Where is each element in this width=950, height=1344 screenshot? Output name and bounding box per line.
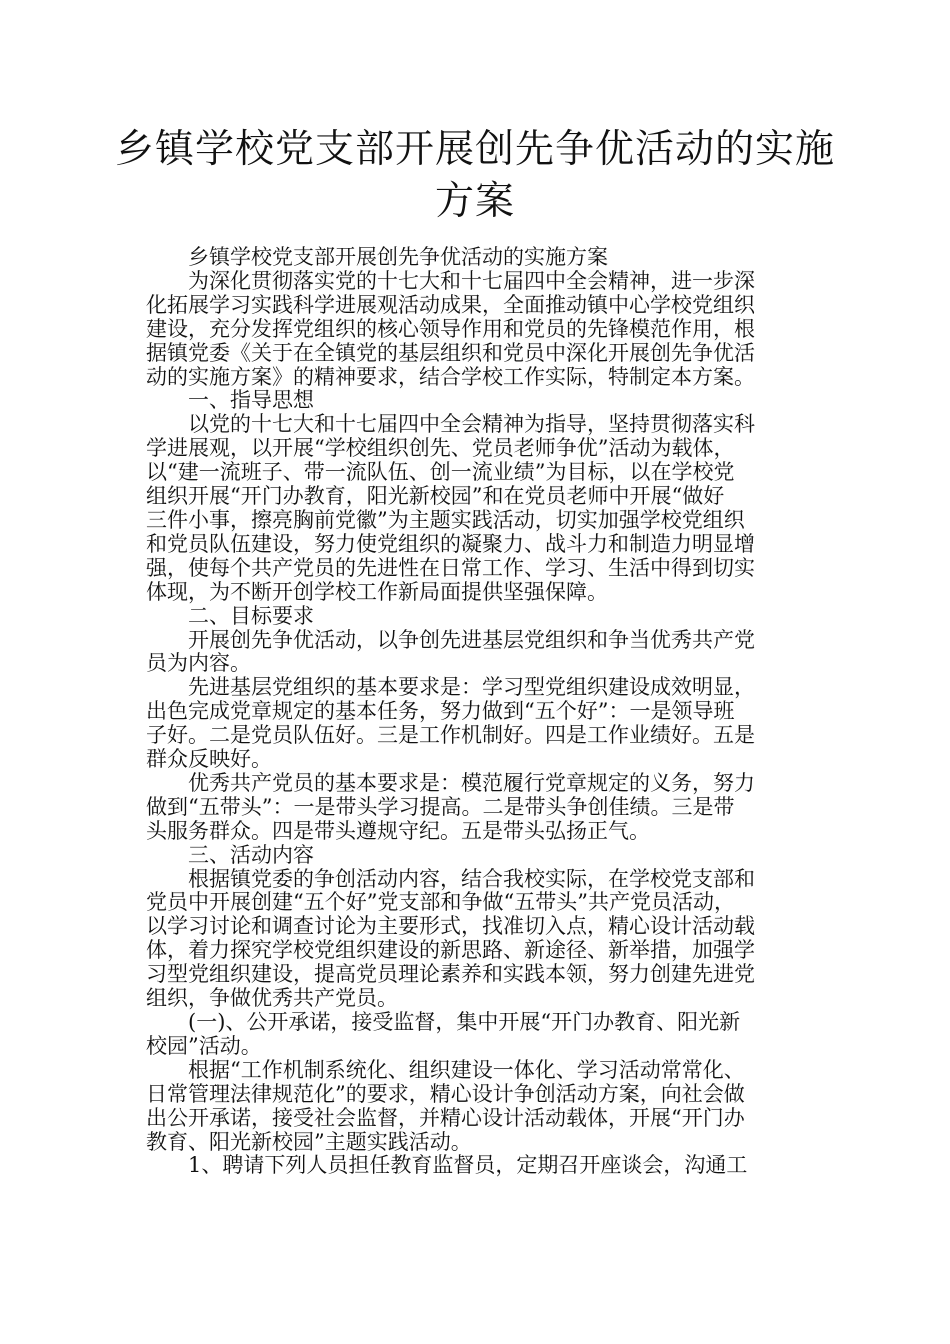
text-line: 习型党组织建设，提高党员理论素养和实践本领，努力创建先进党 <box>146 962 755 987</box>
text-line: 建设，充分发挥党组织的核心领导作用和党员的先锋模范作用，根 <box>146 316 755 341</box>
paragraph <box>146 389 816 413</box>
text-line: (一)、公开承诺，接受监督，集中开展“开门办教育、阳光新 <box>146 1010 741 1034</box>
paragraph <box>146 270 816 390</box>
text-line: 体，着力探究学校党组织建设的新思路、新途径、新举措，加强学 <box>146 938 755 963</box>
text-line: 和党员队伍建设，努力使党组织的凝聚力、战斗力和制造力明显增 <box>146 531 755 556</box>
text-line: 根据“工作机制系统化、组织建设一体化、学习活动常常化、 <box>146 1057 745 1082</box>
paragraph <box>146 676 816 772</box>
paragraph <box>146 246 816 270</box>
text-line: 先进基层党组织的基本要求是：学习型党组织建设成效明显， <box>146 675 755 700</box>
text-line: 以党的十七大和十七届四中全会精神为指导，坚持贯彻落实科 <box>146 412 755 437</box>
text-line: 为深化贯彻落实党的十七大和十七届四中全会精神，进一步深 <box>146 268 755 293</box>
text-line: 出公开承诺，接受社会监督，并精心设计活动载体，开展“开门办 <box>146 1105 745 1130</box>
text-line: 党员中开展创建“五个好”党支部和争做“五带头”共产党员活动， <box>146 890 735 915</box>
text-line: 组织，争做优秀共产党员。 <box>146 986 398 1011</box>
text-line: 头服务群众。四是带头遵规守纪。五是带头弘扬正气。 <box>146 818 650 843</box>
text-line: 学进展观，以开展“学校组织创先、党员老师争优”活动为载体， <box>146 436 735 461</box>
text-line: 开展创先争优活动，以争创先进基层党组织和争当优秀共产党 <box>146 627 755 652</box>
text-line: 二、目标要求 <box>146 603 314 628</box>
text-line: 教育、阳光新校园”主题实践活动。 <box>146 1129 472 1154</box>
paragraph <box>146 844 816 868</box>
text-line: 动的实施方案》的精神要求，结合学校工作实际，特制定本方案。 <box>146 364 755 389</box>
paragraph <box>146 1059 816 1155</box>
text-line: 体现，为不断开创学校工作新局面提供坚强保障。 <box>146 579 608 604</box>
text-line: 化拓展学习实践科学进展观活动成果，全面推动镇中心学校党组织 <box>146 292 755 317</box>
text-line: 群众反映好。 <box>146 747 272 772</box>
paragraph <box>146 1154 816 1178</box>
text-line: 强，使每个共产党员的先进性在日常工作、学习、生活中得到切实 <box>146 555 755 580</box>
paragraph <box>146 605 816 629</box>
text-line: 校园”活动。 <box>146 1033 262 1058</box>
document-title <box>0 124 950 228</box>
paragraph <box>146 772 816 844</box>
document-body <box>146 246 816 1178</box>
text-line: 子好。二是党员队伍好。三是工作机制好。四是工作业绩好。五是 <box>146 723 755 748</box>
text-line: 员为内容。 <box>146 651 251 676</box>
text-line: 根据镇党委的争创活动内容，结合我校实际，在学校党支部和 <box>146 866 755 891</box>
title-line: 乡镇学校党支部开展创先争优活动的实施 <box>114 127 835 172</box>
paragraph <box>146 629 816 677</box>
paragraph <box>146 413 816 604</box>
text-line: 优秀共产党员的基本要求是：模范履行党章规定的义务，努力 <box>146 770 755 795</box>
paragraph <box>146 868 816 1011</box>
text-line: 乡镇学校党支部开展创先争优活动的实施方案 <box>146 245 608 269</box>
text-line: 三、活动内容 <box>146 842 314 867</box>
text-line: 做到“五带头”：一是带头学习提高。二是带头争创佳绩。三是带 <box>146 794 735 819</box>
text-line: 据镇党委《关于在全镇党的基层组织和党员中深化开展创先争优活 <box>146 340 755 365</box>
text-line: 以学习讨论和调查讨论为主要形式，找准切入点，精心设计活动载 <box>146 914 755 939</box>
title-line: 方案 <box>434 179 515 224</box>
text-line: 一、指导思想 <box>146 388 314 413</box>
text-line: 以“建一流班子、带一流队伍、创一流业绩”为目标，以在学校党 <box>146 460 735 485</box>
text-line: 三件小事，擦亮胸前党徽”为主题实践活动，切实加强学校党组织 <box>146 507 745 532</box>
text-line: 1、聘请下列人员担任教育监督员，定期召开座谈会，沟通工 <box>146 1153 748 1178</box>
text-line: 日常管理法律规范化”的要求，精心设计争创活动方案，向社会做 <box>146 1081 745 1106</box>
text-line: 出色完成党章规定的基本任务，努力做到“五个好”：一是领导班 <box>146 699 735 724</box>
paragraph <box>146 1011 816 1059</box>
text-line: 组织开展“开门办教育，阳光新校园”和在党员老师中开展“做好 <box>146 484 725 509</box>
